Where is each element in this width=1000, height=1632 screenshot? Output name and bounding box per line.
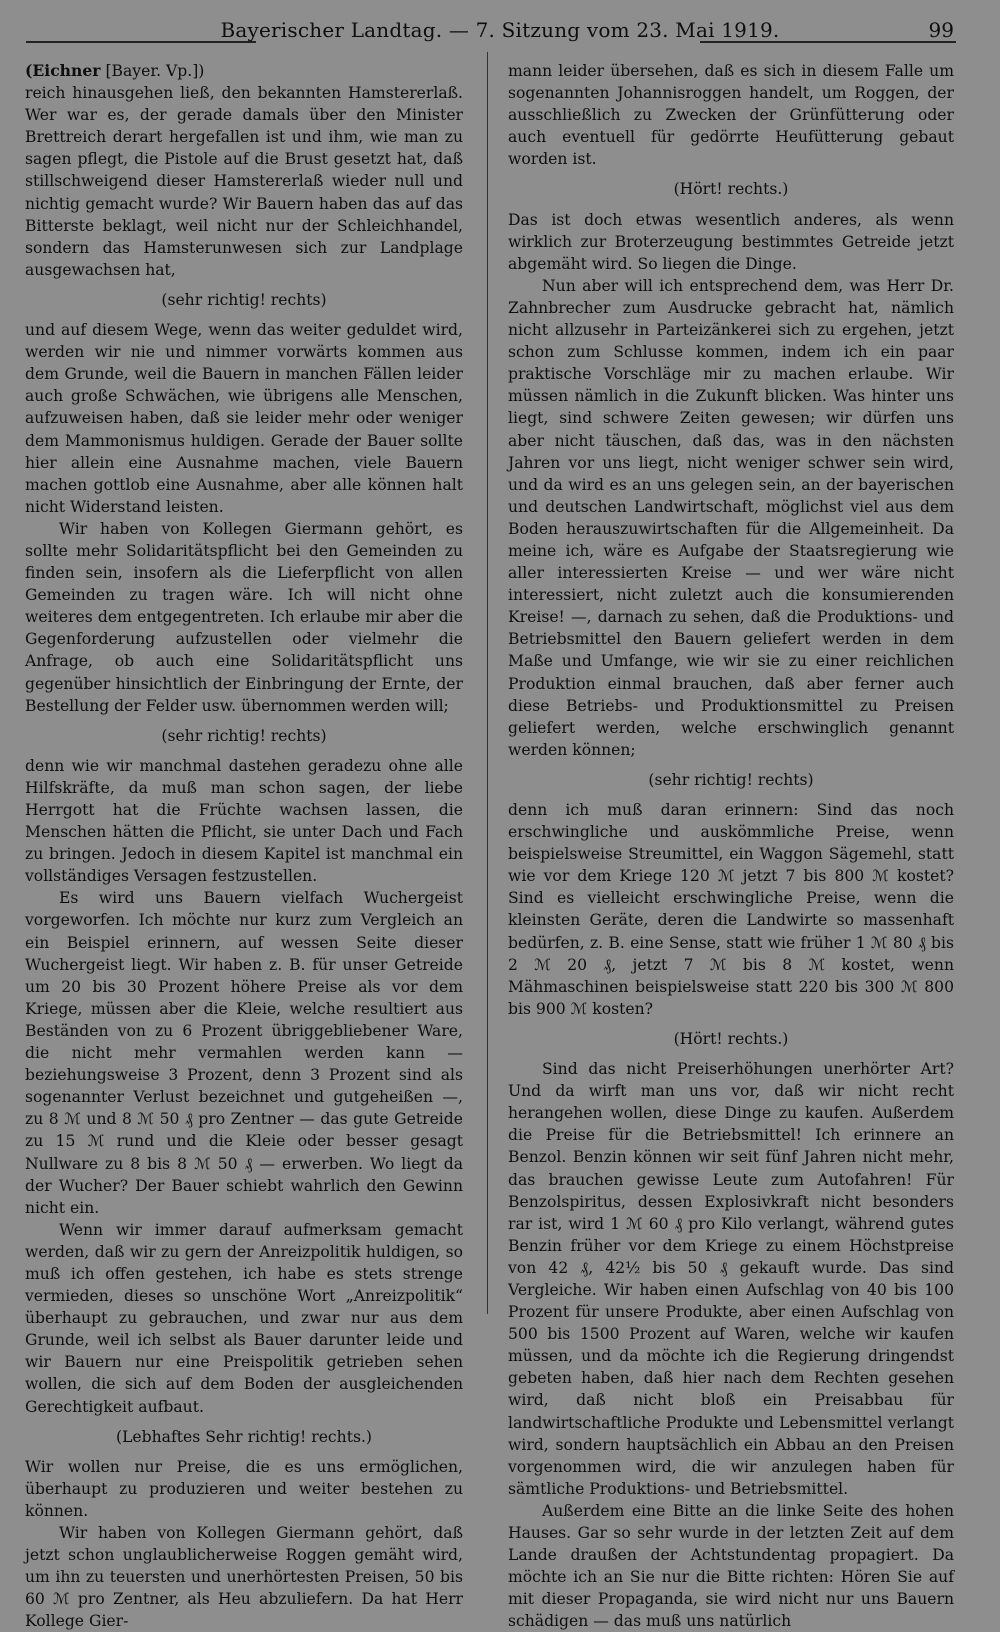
interjection: (sehr richtig! rechts)	[161, 726, 327, 745]
paragraph: mann leider übersehen, daß es sich in diesem Falle um sogenannten Johannisroggen handelt, um Roggen, der ausschließlich zu Zwecken der Grünfütterung oder auch eventuell für gedörrte Heufütterung gebaut worden ist.	[508, 62, 954, 169]
interjection: (Lebhaftes Sehr richtig! rechts.)	[115, 1427, 373, 1446]
paragraph: Wir haben von Kollegen Giermann gehört, es sollte mehr Solidaritätspflicht bei den Gemeinden zu finden sein, insofern als die Lieferpflicht von allen Gemeinden zu tragen wäre. Ich will nicht ohne weiteres dem entgegentreten. Ich erlaube mir aber die Gegenforderung aufzustellen oder vielmehr die Anfrage, ob auch eine Solidaritätspflicht uns gegenüber hinsichtlich der Einbringung der Ernte, der Bestellung der Felder usw. übernommen werden will;	[25, 519, 463, 715]
speaker-line	[25, 60, 463, 82]
right-column	[508, 60, 954, 1632]
paragraph: Außerdem eine Bitte an die linke Seite des hohen Hauses. Gar so sehr wurde in der letzten Zeit auf dem Lande draußen der Achtstundentag propagiert. Da möchte ich an Sie nur die Bitte richten: Hören Sie auf mit dieser Propaganda, sie wird nicht nur uns Bauern schädigen — das muß uns natürlich	[508, 1501, 954, 1631]
page-header	[0, 16, 1000, 50]
paragraph: reich hinausgehen ließ, den bekannten Hamstererlaß. Wer war es, der gerade damals über den Minister Brettreich derart hergefallen ist und ihm, wie man zu sagen pflegt, die Pistole auf die Brust gesetzt hat, daß stillschweigend dieser Hamstererlaß wieder null und nichtig gemacht wurde? Wir Bauern haben das auf das Bitterste beklagt, weil nicht nur der Schleichhandel, sondern das Hamsterunwesen sich zur Landplage ausgewachsen hat,	[25, 84, 463, 279]
paragraph: Wir wollen nur Preise, die es uns ermöglichen, überhaupt zu produzieren und weiter bestehen zu können.	[25, 1457, 463, 1520]
paragraph: Wenn wir immer darauf aufmerksam gemacht werden, daß wir zu gern der Anreizpolitik huldigen, so muß ich offen gestehen, ich habe es stets strenge vermieden, dieses so unschöne Wort „Anreizpolitik“ überhaupt zu gebrauchen, und zwar nur aus dem Grunde, weil ich selbst als Bauer darunter leide und wir Bauern nur eine Preispolitik getrieben sehen wollen, die sich auf dem Boden der ausgleichenden Gerechtigkeit aufbaut.	[25, 1220, 463, 1416]
speaker-name: (Eichner	[25, 61, 101, 80]
paragraph: Das ist doch etwas wesentlich anderes, als wenn wirklich zur Broterzeugung bestimmtes Getreide jetzt abgemäht wird. So liegen die Dinge.	[508, 210, 954, 273]
paragraph: Sind das nicht Preiserhöhungen unerhörter Art? Und da wirft man uns vor, daß wir nicht recht herangehen wollen, diese Dinge zu kaufen. Außerdem die Preise für die Betriebsmittel! Ich erinnere an Benzol. Benzin können wir seit fünf Jahren nicht mehr, das brauchen gewisse Leute zum Autofahren! Für Benzolspiritus, dessen Explosivkraft nicht besonders rar ist, wird 1 ℳ 60 ₰ pro Kilo verlangt, während gutes Benzin früher vor dem Kriege zu einem Höchstpreise von 42 ₰, 42½ bis 50 ₰ gekauft wurde. Das sind Vergleiche. Wir haben einen Aufschlag von 40 bis 100 Prozent für unsere Produkte, aber einen Aufschlag von 500 bis 1500 Prozent auf Waren, welche wir kaufen müssen, und da möchte ich die Regierung dringendst gebeten haben, daß hier nach dem Rechten gesehen wird, daß nicht bloß ein Preisabbau für landwirtschaftliche Produkte und Lebensmittel verlangt wird, sondern hauptsächlich ein Abbau an den Preisen vorgenommen wird, die wir anzulegen haben für sämtliche Produktions- und Betriebsmittel.	[508, 1060, 954, 1498]
paragraph: denn wie wir manchmal dastehen geradezu ohne alle Hilfskräfte, da muß man schon sagen, der liebe Herrgott hat die Früchte wachsen lassen, die Menschen hätten die Pflicht, sie unter Dach und Fach zu bringen. Jedoch in diesem Kapitel ist manchmal ein vollständiges Versagen festzustellen.	[25, 756, 463, 886]
interjection: (sehr richtig! rechts)	[648, 770, 814, 789]
paragraph: Es wird uns Bauern vielfach Wuchergeist vorgeworfen. Ich möchte nur kurz zum Vergleich an ein Beispiel erinnern, auf wessen Seite dieser Wuchergeist liegt. Wir haben z. B. für unser Getreide um 20 bis 30 Prozent höhere Preise als vor dem Kriege, müssen aber die Kleie, welche resultiert aus Beständen von zu 6 Prozent übriggebliebener Ware, die nicht mehr vermahlen werden kann — beziehungsweise 3 Prozent, denn 3 Prozent sind als sogenannter Verlust bezeichnet und gutgeheißen —, zu 8 ℳ und 8 ℳ 50 ₰ pro Zentner — das gute Getreide zu 15 ℳ rund und die Kleie oder besser gesagt Nullware zu 8 bis 8 ℳ 50 ₰ — erwerben. Wo liegt da der Wucher? Der Bauer schiebt wahrlich den Gewinn nicht ein.	[25, 889, 463, 1217]
paragraph: und auf diesem Wege, wenn das weiter geduldet wird, werden wir nie und nimmer vorwärts kommen aus dem Grunde, weil die Bauern in manchen Fällen leider auch große Schwächen, wie übrigens alle Menschen, aufzuweisen haben, daß sie leider mehr oder weniger dem Mammonismus huldigen. Gerade der Bauer sollte hier allein eine Ausnahme machen, viele Bauern machen gottlob eine Ausnahme, aber alle können halt nicht Widerstand leisten.	[25, 321, 463, 516]
paragraph: Wir haben von Kollegen Giermann gehört, daß jetzt schon unglaublicherweise Roggen gemäht wird, um ihn zu teuersten und unerhörtesten Preisen, 50 bis 60 ℳ pro Zentner, als Heu abzuliefern. Da hat Herr Kollege Gier-	[25, 1524, 463, 1631]
page-number: 99	[928, 18, 954, 42]
interjection: (Hört! rechts.)	[673, 180, 789, 199]
running-title: Bayerischer Landtag. — 7. Sitzung vom 23. Mai 1919.	[220, 18, 780, 42]
interjection: (sehr richtig! rechts)	[161, 290, 327, 309]
paragraph: denn ich muß daran erinnern: Sind das noch erschwingliche und auskömmliche Preise, wenn beispielsweise Streumittel, ein Waggon Sägemehl, statt wie vor dem Kriege 120 ℳ jetzt 7 bis 800 ℳ kostet? Sind es vielleicht erschwingliche Preise, wenn die kleinsten Geräte, deren die Landwirte so massenhaft bedürfen, z. B. eine Sense, statt wie früher 1 ℳ 80 ₰ bis 2 ℳ 20 ₰, jetzt 7 ℳ bis 8 ℳ kostet, wenn Mähmaschinen beispielsweise statt 220 bis 300 ℳ 800 bis 900 ℳ kosten?	[508, 801, 954, 1018]
paragraph: Nun aber will ich entsprechend dem, was Herr Dr. Zahnbrecher zum Ausdrucke gebracht hat, nämlich nicht allzusehr in Parteizänkerei sich zu ergehen, jetzt schon zum Schlusse kommen, indem ich ein paar praktische Vorschläge mir zu machen erlaube. Wir müssen nämlich in die Zukunft blicken. Was hinter uns liegt, sind schwere Zeiten gewesen; wir dürfen uns aber nicht täuschen, daß das, was in den nächsten Jahren vor uns liegt, nicht weniger schwer sein wird, und da wird es an uns gelegen sein, an der bayerischen und deutschen Landwirtschaft, möglichst viel aus dem Boden herauszuwirtschaften für die Allgemeinheit. Da meine ich, wäre es Aufgabe der Staatsregierung wie aller interessierten Kreise — und wer wäre nicht interessiert, nicht zuletzt auch die konsumierenden Kreise! —, darnach zu sehen, daß die Produktions- und Betriebsmittel den Bauern geliefert werden in dem Maße und Umfange, wie wir sie zu einer reichlichen Produktion einmal brauchen, daß aber ferner auch diese Betriebs- und Produktionsmittel zu Preisen geliefert werden, welche erschwinglich genannt werden können;	[508, 276, 954, 759]
left-column	[25, 60, 463, 1632]
interjection: (Hört! rechts.)	[673, 1029, 789, 1048]
speaker-party: [Bayer. Vp.])	[100, 62, 205, 80]
header-rule-right	[700, 41, 956, 43]
column-divider	[487, 52, 488, 1314]
